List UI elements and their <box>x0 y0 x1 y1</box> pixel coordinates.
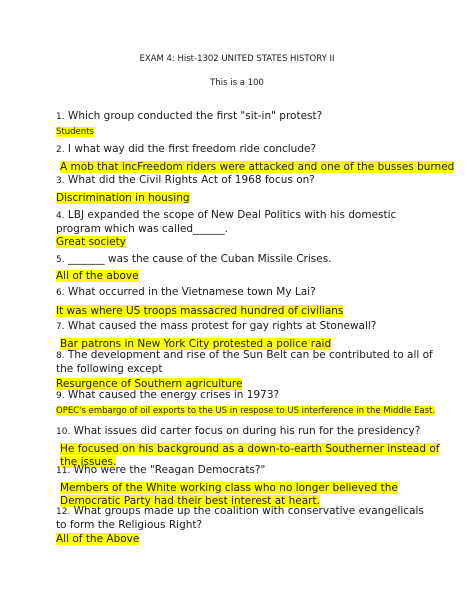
question-text: _______ was the cause of the Cuban Missile Crises. <box>64 253 332 265</box>
question-9 <box>56 389 436 403</box>
question-text: The development and rise of the Sun Belt can be contributed to all of the following except <box>56 349 433 375</box>
question-number: 10. <box>56 427 71 437</box>
question-text: LBJ expanded the scope of New Deal Politics with his domestic program which was called______. <box>56 209 397 235</box>
question-number: 7. <box>56 322 65 332</box>
answer-1 <box>56 126 94 139</box>
answer-text: A mob that incFreedom riders were attacked and one of the busses burned <box>60 161 455 173</box>
question-text: Who were the "Reagan Democrats?" <box>70 464 266 476</box>
question-1 <box>56 110 436 124</box>
question-7 <box>56 320 436 334</box>
question-number: 12. <box>56 507 71 517</box>
answer-text: Students <box>56 127 94 137</box>
answer-text: It was where US troops massacred hundred of civilians <box>56 305 344 317</box>
question-number: 9. <box>56 391 65 401</box>
question-text: What issues did carter focus on during his run for the presidency? <box>70 425 421 437</box>
question-text: What caused the energy crises in 1973? <box>64 389 280 401</box>
question-4 <box>56 209 436 236</box>
question-number: 1. <box>56 112 65 122</box>
question-5 <box>56 253 436 267</box>
question-number: 8. <box>56 351 65 361</box>
answer-12 <box>56 533 139 546</box>
question-number: 6. <box>56 288 65 298</box>
question-text: What groups made up the coalition with conservative evangelicals to form the Religious Right? <box>56 505 424 531</box>
answer-text: Members of the White working class who no longer believed the Democratic Party had their best interest at heart. <box>60 482 398 507</box>
answer-text: Resurgence of Southern agriculture <box>56 378 243 390</box>
answer-text: OPEC's embargo of oil exports to the US in respose to US interference in the Middle East. <box>56 406 436 416</box>
question-10 <box>56 425 436 439</box>
question-text: I what way did the first freedom ride conclude? <box>64 143 317 155</box>
answer-4 <box>56 236 126 249</box>
question-text: Which group conducted the first "sit-in" protest? <box>64 110 323 122</box>
question-text: What caused the mass protest for gay rights at Stonewall? <box>64 320 377 332</box>
exam-title: EXAM 4: Hist-1302 UNITED STATES HISTORY II <box>139 54 335 64</box>
answer-9 <box>56 406 436 417</box>
question-number: 4. <box>56 211 65 221</box>
answer-text: Discrimination in housing <box>56 192 190 204</box>
question-number: 3. <box>56 176 65 186</box>
question-number: 5. <box>56 255 65 265</box>
question-2 <box>56 143 436 157</box>
answer-text: Great society <box>56 236 126 248</box>
answer-text: Bar patrons in New York City protested a police raid <box>60 338 332 350</box>
answer-3 <box>56 192 190 205</box>
question-11 <box>56 464 436 478</box>
question-12 <box>56 505 436 532</box>
answer-text: All of the Above <box>56 533 140 545</box>
question-number: 11. <box>56 466 71 476</box>
answer-6 <box>56 305 343 318</box>
question-3 <box>56 174 436 188</box>
question-8 <box>56 349 436 376</box>
answer-text: All of the above <box>56 270 139 282</box>
question-text: What occurred in the Vietnamese town My Lai? <box>64 286 316 298</box>
question-6 <box>56 286 436 300</box>
question-text: What did the Civil Rights Act of 1968 focus on? <box>64 174 315 186</box>
answer-text: He focused on his background as a down-to-earth Southerner instead of the issues. <box>60 443 440 468</box>
exam-subtitle: This is a 100 <box>210 78 264 88</box>
answer-2 <box>60 161 454 174</box>
answer-5 <box>56 270 139 283</box>
question-number: 2. <box>56 145 65 155</box>
